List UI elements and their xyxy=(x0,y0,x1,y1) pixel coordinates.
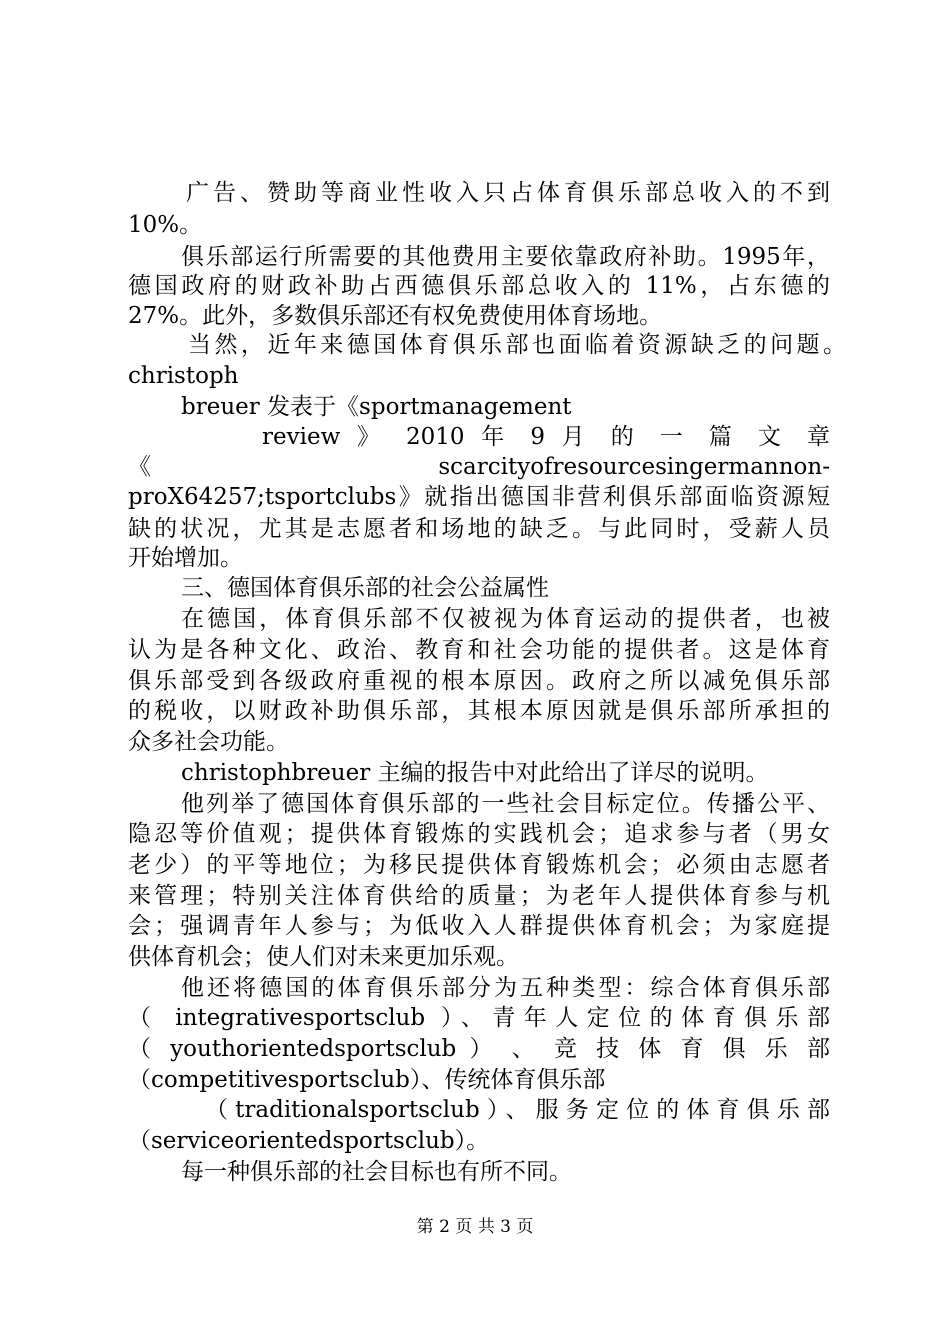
section-heading: 三、德国体育俱乐部的社会公益属性 xyxy=(181,575,549,601)
paragraph-line: 在德国，体育俱乐部不仅被视为体育运动的提供者，也被 xyxy=(181,606,830,632)
paragraph-line: 10%。 xyxy=(128,212,203,238)
paragraph-line: 来管理；特别关注体育供给的质量；为老年人提供体育参与机 xyxy=(128,883,830,909)
paragraph-line: 俱乐部受到各级政府重视的根本原因。政府之所以减免俱乐部 xyxy=(128,668,830,694)
paragraph-line: 众多社会功能。 xyxy=(128,729,289,755)
paragraph-line: 他列举了德国体育俱乐部的一些社会目标定位。传播公平、 xyxy=(181,791,830,817)
paragraph-line: （serviceorientedsportsclub）。 xyxy=(128,1128,490,1154)
paragraph-line: 会；强调青年人参与；为低收入人群提供体育机会；为家庭提 xyxy=(128,913,830,939)
paragraph-line: breuer 发表于《sportmanagement xyxy=(181,394,572,420)
paragraph-line: 俱乐部运行所需要的其他费用主要依靠政府补助。1995年， xyxy=(181,244,830,270)
paragraph-line: 德国政府的财政补助占西德俱乐部总收入的 11%，占东德的 xyxy=(128,273,830,299)
page-number-footer: 第 2 页 共 3 页 xyxy=(416,1217,534,1237)
paragraph-line: 缺的状况，尤其是志愿者和场地的缺乏。与此同时，受薪人员 xyxy=(128,516,830,542)
paragraph-line: 老少）的平等地位；为移民提供体育锻炼机会；必须由志愿者 xyxy=(128,852,830,878)
paragraph-line: （traditionalsportsclub）、服务定位的体育俱乐部 xyxy=(205,1097,830,1123)
paragraph-line: proX64257;tsportclubs》就指出德国非营利俱乐部面临资源短 xyxy=(128,484,830,510)
paragraph-line: 27%。此外，多数俱乐部还有权免费使用体育场地。 xyxy=(128,303,663,329)
paragraph-line: 供体育机会；使人们对未来更加乐观。 xyxy=(128,944,519,970)
paragraph-line: （ integrativesportsclub ）、青年人定位的体育俱乐部 xyxy=(128,1005,830,1031)
paragraph-line: christoph xyxy=(128,363,239,389)
paragraph-line: 广告、赞助等商业性收入只占体育俱乐部总收入的不到 xyxy=(186,180,830,206)
paragraph-line: 当然，近年来德国体育俱乐部也面临着资源缺乏的问题。 xyxy=(188,332,846,358)
paragraph-line: christophbreuer 主编的报告中对此给出了详尽的说明。 xyxy=(181,760,769,786)
paragraph-line: 的税收，以财政补助俱乐部，其根本原因就是俱乐部所承担的 xyxy=(128,698,830,724)
paragraph-line: （competitivesportsclub）、传统体育俱乐部 xyxy=(128,1067,606,1093)
paragraph-line: 每一种俱乐部的社会目标也有所不同。 xyxy=(181,1159,572,1185)
paragraph-line: 开始增加。 xyxy=(128,545,243,571)
paragraph-line: 认为是各种文化、政治、教育和社会功能的提供者。这是体育 xyxy=(128,637,830,663)
paragraph-line: 他还将德国的体育俱乐部分为五种类型：综合体育俱乐部 xyxy=(181,975,830,1001)
paragraph-line: （ youthorientedsportsclub ） 、 竞 技 体 育 俱 乐 部 xyxy=(128,1036,830,1062)
paragraph-line: 隐忍等价值观；提供体育锻炼的实践机会；追求参与者（男女 xyxy=(128,821,830,847)
paragraph-line: 《 scarcityofresourcesingermannon- xyxy=(128,454,830,480)
paragraph-line: review 》 2010 年 9 月 的 一 篇 文 章 xyxy=(262,424,830,450)
